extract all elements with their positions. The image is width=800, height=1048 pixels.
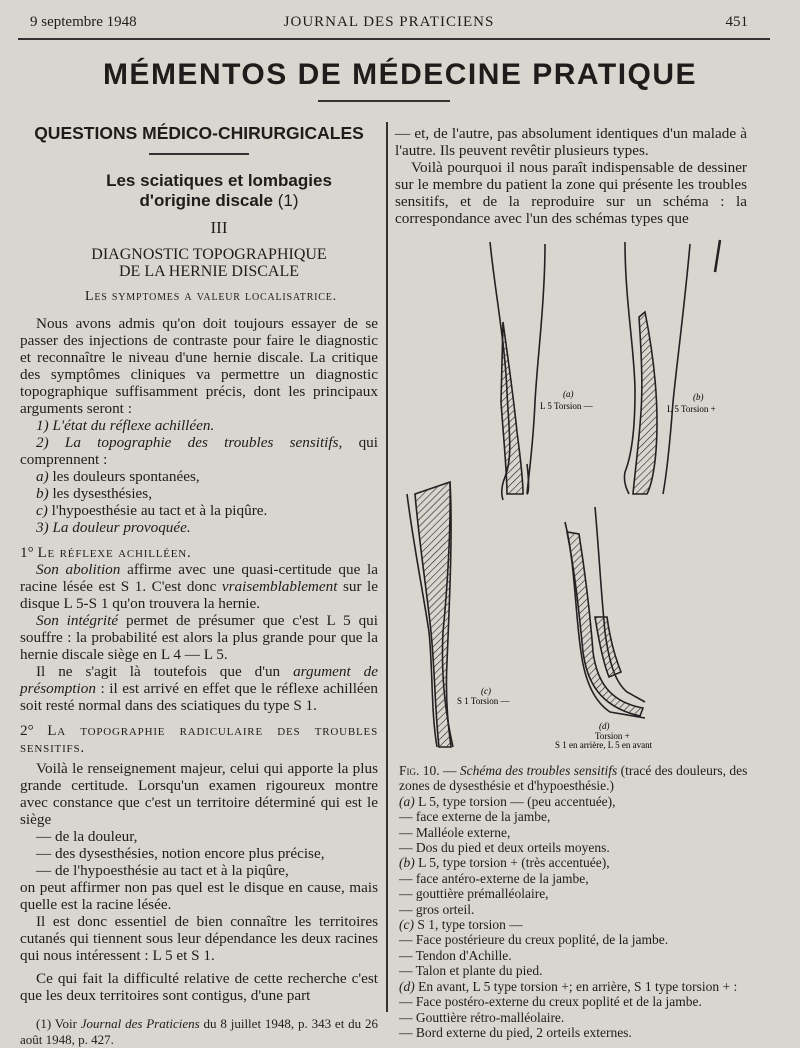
- running-header: [30, 14, 748, 38]
- caption-item: — Gouttière rétro-malléolaire.: [399, 1009, 565, 1025]
- page-title: MÉMENTOS DE MÉDECINE PRATIQUE: [102, 58, 698, 91]
- footnote: (1) Voir Journal des Praticiens du 8 juillet 1948, p. 343 et du 26 août 1948, p. 427.: [20, 1015, 379, 1047]
- leg-diagram-a: [490, 242, 545, 500]
- caption-item: — Face postéro-externe du creux poplité et de la jambe.: [399, 994, 702, 1010]
- part-number: III: [210, 217, 228, 237]
- caption-item: — Talon et plante du pied.: [399, 963, 543, 979]
- paragraph: Son abolition affirme avec une quasi-certitude que la racine lésée est S 1. C'est donc vraisemblablement sur le disque L 5-S 1 qu'on trouvera la hernie.: [20, 560, 378, 612]
- paragraph: — et, de l'autre, pas absolument identiques d'un malade à l'autre. Ils peuvent revêtir plusieurs types.: [395, 125, 747, 159]
- caption-title: Fig. 10. — Schéma des troubles sensitifs (tracé des douleurs, des zones de dysesthésie et d'hypoesthésie.): [399, 763, 748, 794]
- caption-item: — Dos du pied et deux orteils moyens.: [399, 840, 610, 856]
- caption-item: — gros orteil.: [399, 901, 475, 917]
- paragraph: Voilà le renseignement majeur, celui qui apporte la plus grande certitude. Lorsqu'un examen rigoureux montre avec constance que c'est un territoire déterminé qui est le siège: [20, 759, 378, 828]
- subsection-heading: 1° Le réflexe achilléen.: [20, 543, 192, 561]
- caption-item: — Bord externe du pied, 2 orteils externes.: [399, 1024, 632, 1040]
- section-rule: [149, 153, 249, 155]
- caption-item: — face externe de la jambe,: [399, 809, 551, 825]
- leg-diagram-d: [565, 507, 645, 718]
- list-item: 1) L'état du réflexe achilléen.: [36, 416, 215, 434]
- list-item: 2) La topographie des troubles sensitifs, qui comprennent :: [20, 433, 378, 468]
- caption-item: — Tendon d'Achille.: [399, 947, 512, 963]
- caption-item: (a) L 5, type torsion — (peu accentuée),: [399, 793, 616, 809]
- article-title: [20, 171, 378, 211]
- caption-item: — Malléole externe,: [399, 824, 511, 840]
- figure-leg-diagrams: [395, 232, 750, 752]
- leg-diagram-c: [407, 482, 453, 747]
- label-c-letter: (c): [481, 686, 491, 696]
- article-title-line-1: Les sciatiques et lombagies: [106, 170, 332, 190]
- label-b-letter: (b): [693, 392, 704, 402]
- article-heading: [20, 246, 378, 280]
- subheading: Les symptomes a valeur localisatrice.: [85, 288, 337, 304]
- caption-item: — face antéro-externe de la jambe,: [399, 870, 589, 886]
- list-item: b) les dysesthésies,: [36, 484, 153, 502]
- column-separator: [386, 122, 388, 1012]
- paragraph: Il ne s'agit là toutefois que d'un argument de présomption : il est arrivé en effet que le réflexe achilléen soit resté normal dans des sciatiques du type S 1.: [20, 662, 378, 714]
- list-item: c) l'hypoesthésie au tact et à la piqûre.: [36, 501, 268, 519]
- header-journal: JOURNAL DES PRATICIENS: [283, 14, 495, 30]
- paragraph: Ce qui fait la difficulté relative de cette recherche c'est que les deux territoires sont contigus, d'une part: [20, 969, 378, 1004]
- label-a-text: L 5 Torsion —: [540, 401, 593, 411]
- caption-item: (d) En avant, L 5 type torsion +; en arrière, S 1 type torsion + :: [399, 978, 738, 994]
- header-date: 9 septembre 1948: [30, 14, 137, 30]
- list-item: 3) La douleur provoquée.: [36, 518, 191, 536]
- label-d-text-2: S 1 en arrière, L 5 en avant: [555, 740, 653, 750]
- list-item: a) les douleurs spontanées,: [36, 467, 200, 485]
- paragraph: Voilà pourquoi il nous paraît indispensable de dessiner sur le membre du patient la zone qui présente les troubles sensitifs, et de la reproduire sur un schéma : la correspondance avec l'un des schémas types que: [395, 159, 747, 227]
- list-item: — de l'hypoesthésie au tact et à la piqûre,: [36, 861, 289, 879]
- subsection-heading: 2° La topographie radiculaire des troubles sensitifs.: [20, 721, 378, 756]
- section-heading: QUESTIONS MÉDICO-CHIRURGICALES: [34, 123, 364, 143]
- list-item: — des dysesthésies, notion encore plus précise,: [36, 844, 325, 862]
- header-page-number: 451: [725, 14, 748, 30]
- leg-diagrams-svg: [395, 232, 750, 752]
- label-a-letter: (a): [563, 389, 574, 399]
- article-heading-line-1: DIAGNOSTIC TOPOGRAPHIQUE: [91, 245, 327, 263]
- label-d-letter: (d): [599, 721, 610, 731]
- leg-diagram-b: [624, 240, 720, 494]
- left-column: [20, 125, 378, 1048]
- label-c-text: S 1 Torsion —: [457, 696, 510, 706]
- caption-item: (b) L 5, type torsion + (très accentuée),: [399, 855, 610, 871]
- title-rule: [318, 100, 450, 102]
- article-heading-line-2: DE LA HERNIE DISCALE: [119, 262, 299, 280]
- right-column: [395, 125, 747, 227]
- caption-item: — Face postérieure du creux poplité, de la jambe.: [399, 932, 669, 948]
- paragraph: on peut affirmer non pas quel est le disque en cause, mais quelle est la racine lésée.: [20, 878, 378, 913]
- label-d-text-1: Torsion +: [595, 731, 630, 741]
- paragraph: Il est donc essentiel de bien connaître les territoires cutanés qui tiennent sous leur dépendance les deux racines qui nous intéressent : L 5 et S 1.: [20, 912, 378, 964]
- label-b-text: L 5 Torsion +: [667, 404, 716, 414]
- article-title-line-2: d'origine discale: [139, 190, 273, 210]
- paragraph: Son intégrité permet de présumer que c'est L 5 qui souffre : la probabilité est alors la plus grande pour que la hernie discale siège en L 4 — L 5.: [20, 611, 378, 663]
- header-rule: [18, 38, 770, 40]
- list-item: — de la douleur,: [36, 827, 138, 845]
- article-footnote-ref: (1): [272, 190, 299, 210]
- figure-caption: [395, 763, 750, 1040]
- paragraph: Nous avons admis qu'on doit toujours essayer de se passer des injections de contraste pour faire le diagnostic et reconnaître le niveau d'une hernie discale. La critique des symptômes cliniques va permettre un diagnostic topographique suffisamment précis, dont les principaux arguments seront :: [20, 314, 378, 417]
- caption-item: — gouttière prémalléolaire,: [399, 886, 549, 902]
- caption-item: (c) S 1, type torsion —: [399, 917, 523, 933]
